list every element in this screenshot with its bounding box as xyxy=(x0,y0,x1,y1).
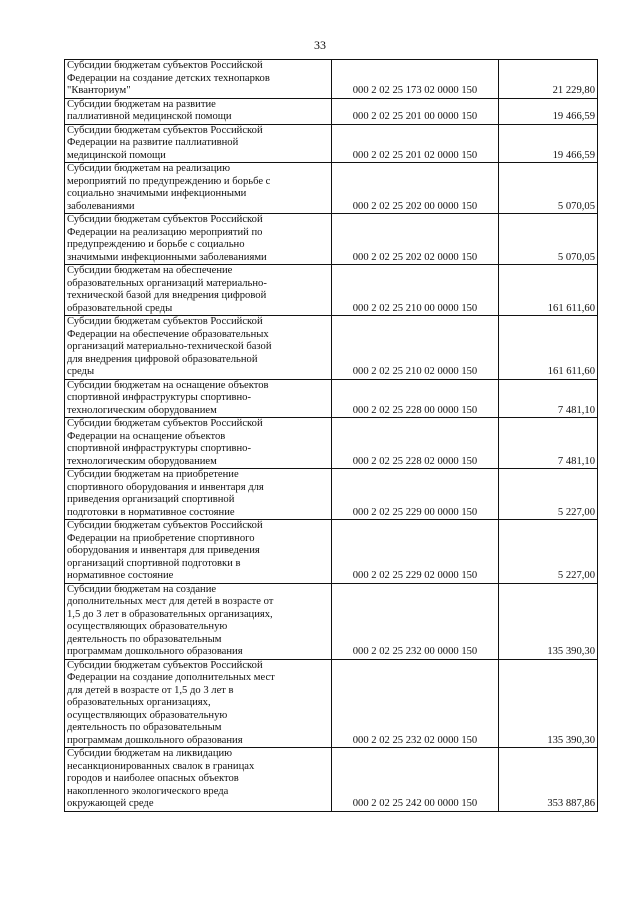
revenue-name-line: Субсидии бюджетам на оснащение объектов xyxy=(67,379,269,391)
revenue-name-line: спортивной инфраструктуры спортивно- xyxy=(67,443,252,454)
budget-table xyxy=(64,59,598,812)
table-row xyxy=(65,520,598,584)
revenue-name-line: Федерации на развитие паллиативной xyxy=(67,137,239,148)
amount-cell: 7 481,10 xyxy=(499,379,598,418)
revenue-name-line: образовательных организациях, xyxy=(67,697,211,708)
revenue-name-line: оборудования и инвентаря для приведения xyxy=(67,545,260,556)
revenue-name-line: деятельность по образовательным xyxy=(67,633,222,645)
amount-cell: 19 466,59 xyxy=(499,124,598,163)
revenue-name-line: Субсидии бюджетам субъектов Российской xyxy=(67,659,263,671)
revenue-name-cell xyxy=(65,659,332,748)
revenue-name-line: предупреждению и борьбе с социально xyxy=(67,239,245,250)
revenue-name-line: заболеваниями xyxy=(67,200,135,212)
revenue-name-line: городов и наиболее опасных объектов xyxy=(67,773,239,784)
revenue-name-line: Субсидии бюджетам на реализацию xyxy=(67,163,230,174)
revenue-name-line: Федерации на обеспечение образовательных xyxy=(67,328,269,340)
revenue-name-line: осуществляющих образовательную xyxy=(67,621,228,632)
revenue-name-line: Субсидии бюджетам субъектов Российской xyxy=(67,316,263,327)
amount-cell: 5 227,00 xyxy=(499,469,598,520)
revenue-name-line: для детей в возрасте от 1,5 до 3 лет в xyxy=(67,684,234,696)
amount-cell: 5 070,05 xyxy=(499,163,598,214)
revenue-name-line: Субсидии бюджетам на приобретение xyxy=(67,469,239,480)
revenue-name-line: программам дошкольного образования xyxy=(67,734,243,746)
revenue-name-line: организаций спортивной подготовки в xyxy=(67,557,241,569)
amount-cell: 135 390,30 xyxy=(499,659,598,748)
revenue-name-cell xyxy=(65,214,332,265)
budget-code-cell: 000 2 02 25 210 00 0000 150 xyxy=(332,265,499,316)
amount-cell: 5 070,05 xyxy=(499,214,598,265)
revenue-name-line: окружающей среде xyxy=(67,798,154,809)
revenue-name-line: осуществляющих образовательную xyxy=(67,709,228,721)
table-row xyxy=(65,163,598,214)
budget-code-cell: 000 2 02 25 232 02 0000 150 xyxy=(332,659,499,748)
revenue-name-line: спортивной инфраструктуры спортивно- xyxy=(67,392,252,403)
revenue-name-line: Субсидии бюджетам субъектов Российской xyxy=(67,418,263,429)
revenue-name-cell xyxy=(65,316,332,380)
revenue-name-cell xyxy=(65,265,332,316)
revenue-name-line: накопленного экологического вреда xyxy=(67,785,229,797)
budget-code-cell: 000 2 02 25 202 02 0000 150 xyxy=(332,214,499,265)
budget-code-cell: 000 2 02 25 173 02 0000 150 xyxy=(332,60,499,99)
revenue-name-cell xyxy=(65,98,332,124)
revenue-name-line: деятельность по образовательным xyxy=(67,722,222,733)
revenue-name-line: Субсидии бюджетам на ликвидацию xyxy=(67,748,233,759)
budget-code-cell: 000 2 02 25 228 00 0000 150 xyxy=(332,379,499,418)
revenue-name-cell xyxy=(65,124,332,163)
revenue-name-line: образовательных организаций материально- xyxy=(67,277,267,289)
revenue-name-line: значимыми инфекционными заболеваниями xyxy=(67,251,267,263)
revenue-name-line: подготовки в нормативное состояние xyxy=(67,506,235,518)
page-number: 33 xyxy=(314,38,326,52)
budget-code-cell: 000 2 02 25 229 00 0000 150 xyxy=(332,469,499,520)
table-row xyxy=(65,60,598,99)
budget-code-cell: 000 2 02 25 201 02 0000 150 xyxy=(332,124,499,163)
table-row xyxy=(65,265,598,316)
revenue-name-line: Субсидии бюджетам субъектов Российской xyxy=(67,520,263,531)
revenue-name-line: нормативное состояние xyxy=(67,570,174,581)
table-row xyxy=(65,98,598,124)
revenue-name-cell xyxy=(65,60,332,99)
revenue-name-cell xyxy=(65,748,332,812)
revenue-name-cell xyxy=(65,583,332,659)
revenue-name-line: "Кванториум" xyxy=(67,85,131,96)
revenue-name-line: несанкционированных свалок в границах xyxy=(67,760,255,772)
budget-code-cell: 000 2 02 25 202 00 0000 150 xyxy=(332,163,499,214)
revenue-name-line: Федерации на приобретение спортивного xyxy=(67,532,255,544)
table-row xyxy=(65,659,598,748)
revenue-name-line: социально значимыми инфекционными xyxy=(67,188,247,199)
amount-cell: 161 611,60 xyxy=(499,316,598,380)
revenue-name-line: Федерации на реализацию мероприятий по xyxy=(67,226,263,238)
table-row xyxy=(65,316,598,380)
table-row xyxy=(65,748,598,812)
revenue-name-cell xyxy=(65,379,332,418)
revenue-name-cell xyxy=(65,418,332,469)
revenue-name-line: Федерации на оснащение объектов xyxy=(67,430,226,442)
revenue-name-line: программам дошкольного образования xyxy=(67,646,243,657)
table-row xyxy=(65,124,598,163)
revenue-name-line: образовательной среды xyxy=(67,302,173,314)
revenue-name-line: среды xyxy=(67,366,95,377)
revenue-name-line: спортивного оборудования и инвентаря для xyxy=(67,481,264,493)
revenue-name-line: дополнительных мест для детей в возрасте от xyxy=(67,596,274,607)
revenue-name-line: Субсидии бюджетам субъектов Российской xyxy=(67,124,263,136)
revenue-name-cell xyxy=(65,520,332,584)
budget-code-cell: 000 2 02 25 242 00 0000 150 xyxy=(332,748,499,812)
budget-code-cell: 000 2 02 25 201 00 0000 150 xyxy=(332,98,499,124)
amount-cell: 7 481,10 xyxy=(499,418,598,469)
revenue-name-line: Федерации на создание дополнительных мест xyxy=(67,672,275,683)
revenue-name-line: технической базой для внедрения цифровой xyxy=(67,290,267,301)
revenue-name-line: Федерации на создание детских технопарков xyxy=(67,72,270,84)
table-row xyxy=(65,418,598,469)
revenue-name-cell xyxy=(65,163,332,214)
budget-code-cell: 000 2 02 25 229 02 0000 150 xyxy=(332,520,499,584)
revenue-name-cell xyxy=(65,469,332,520)
amount-cell: 353 887,86 xyxy=(499,748,598,812)
revenue-name-line: мероприятий по предупреждению и борьбе с xyxy=(67,175,271,187)
revenue-name-line: технологическим оборудованием xyxy=(67,404,217,416)
budget-code-cell: 000 2 02 25 232 00 0000 150 xyxy=(332,583,499,659)
amount-cell: 21 229,80 xyxy=(499,60,598,99)
revenue-name-line: Субсидии бюджетам субъектов Российской xyxy=(67,214,263,225)
revenue-name-line: Субсидии бюджетам на развитие xyxy=(67,98,216,110)
revenue-name-line: Субсидии бюджетам на создание xyxy=(67,583,217,595)
table-row xyxy=(65,379,598,418)
revenue-name-line: 1,5 до 3 лет в образовательных организациях, xyxy=(67,608,273,620)
revenue-name-line: организаций материально-технической базой xyxy=(67,341,272,352)
revenue-name-line: Субсидии бюджетам субъектов Российской xyxy=(67,60,263,71)
budget-code-cell: 000 2 02 25 210 02 0000 150 xyxy=(332,316,499,380)
amount-cell: 5 227,00 xyxy=(499,520,598,584)
revenue-name-line: технологическим оборудованием xyxy=(67,455,217,467)
table-row xyxy=(65,583,598,659)
revenue-name-line: паллиативной медицинской помощи xyxy=(67,111,232,122)
revenue-name-line: медицинской помощи xyxy=(67,149,166,161)
table-row xyxy=(65,214,598,265)
revenue-name-line: Субсидии бюджетам на обеспечение xyxy=(67,265,233,276)
revenue-name-line: приведения организаций спортивной xyxy=(67,494,235,505)
amount-cell: 161 611,60 xyxy=(499,265,598,316)
amount-cell: 19 466,59 xyxy=(499,98,598,124)
table-row xyxy=(65,469,598,520)
budget-code-cell: 000 2 02 25 228 02 0000 150 xyxy=(332,418,499,469)
amount-cell: 135 390,30 xyxy=(499,583,598,659)
revenue-name-line: для внедрения цифровой образовательной xyxy=(67,353,258,365)
budget-table-body xyxy=(65,60,598,812)
